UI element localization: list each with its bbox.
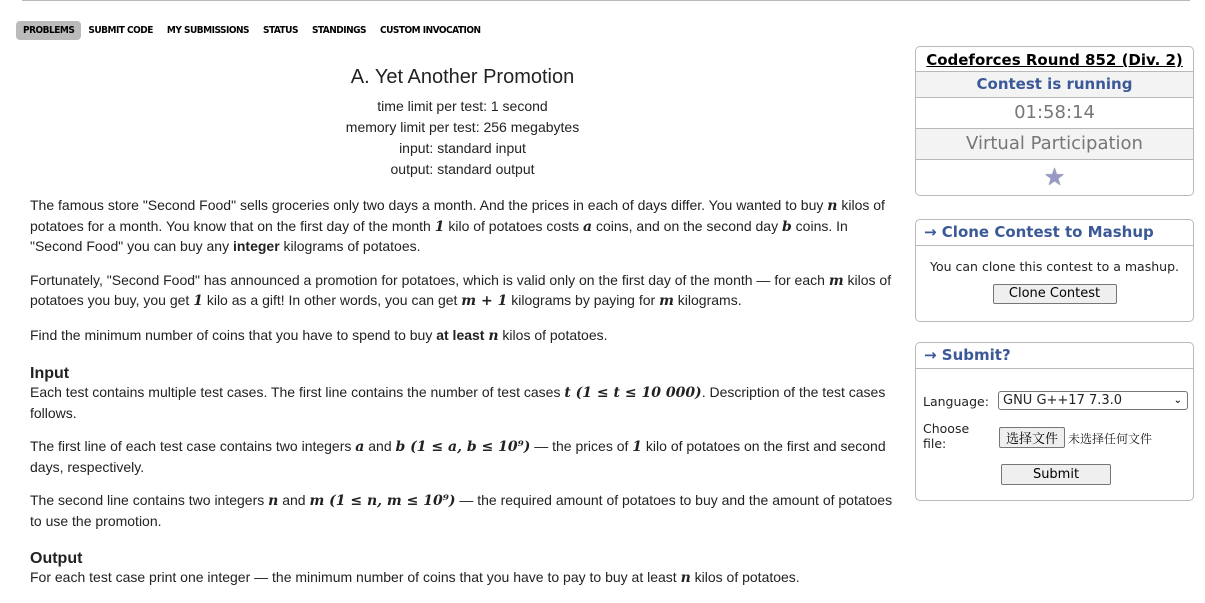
- clone-contest-box: [915, 219, 1194, 322]
- text: For each test case print one integer — the minimum number of coins that you have to pay to buy at least: [30, 569, 681, 585]
- math-expression: a: [582, 218, 593, 235]
- paragraph: [30, 271, 895, 312]
- bold-text: integer: [232, 238, 280, 254]
- participation-type: Virtual Participation: [916, 129, 1193, 160]
- text: kilo of potatoes on the first and second days, respectively.: [30, 438, 886, 475]
- problem-statement: [30, 62, 895, 603]
- submit-title: → Submit?: [916, 343, 1193, 369]
- problem-header: [30, 62, 895, 180]
- choose-file-button[interactable]: 选择文件: [999, 427, 1065, 448]
- paragraph: [30, 491, 895, 531]
- math-expression: b: [781, 218, 792, 235]
- math-expression: m: [828, 272, 844, 289]
- paragraph: [30, 383, 895, 423]
- text: The famous store "Second Food" sells groceries only two days a month. And the prices in each of days differ. You wanted to buy: [30, 197, 828, 213]
- favourite-star-icon[interactable]: ★: [1043, 163, 1066, 191]
- text: kilograms by paying for: [507, 292, 660, 308]
- contest-status: Contest is running: [916, 72, 1193, 98]
- text: and: [278, 492, 310, 508]
- menu-problems[interactable]: PROBLEMS: [16, 21, 81, 40]
- time-limit: time limit per test: 1 second: [377, 98, 548, 114]
- clone-contest-button[interactable]: Clone Contest: [993, 284, 1117, 304]
- file-label: Choose file:: [923, 421, 970, 451]
- paragraph: [30, 568, 895, 589]
- menu-status[interactable]: STATUS: [262, 25, 298, 36]
- math-expression: 1: [434, 218, 445, 235]
- text: . Description of the test cases follows.: [30, 384, 886, 421]
- text: coins, and on the second day: [592, 217, 782, 234]
- math-expression: 1: [632, 439, 643, 455]
- top-divider: [22, 0, 1190, 1]
- math-expression: m (1 ≤ n, m ≤ 10⁹): [309, 493, 456, 509]
- paragraph: [30, 326, 895, 347]
- input-spec: [30, 383, 895, 531]
- text: The first line of each test case contains two integers: [30, 438, 356, 454]
- clone-contest-text: You can clone this contest to a mashup.: [930, 259, 1179, 274]
- input-title: Input: [30, 365, 70, 382]
- output-file: output: standard output: [390, 161, 535, 177]
- submit-button[interactable]: Submit: [1001, 464, 1111, 485]
- text: kilos of potatoes.: [690, 569, 800, 585]
- text: and: [364, 438, 396, 454]
- text: Each test contains multiple test cases. The first line contains the number of test cases: [30, 384, 565, 400]
- text: Find the minimum number of coins that you have to spend to buy: [30, 326, 437, 343]
- menu-submit-code[interactable]: SUBMIT CODE: [88, 25, 153, 36]
- menu-standings[interactable]: STANDINGS: [311, 25, 366, 36]
- clone-contest-title: → Clone Contest to Mashup: [916, 220, 1193, 246]
- language-label: Language:: [923, 394, 989, 409]
- text: — the prices of: [530, 438, 633, 454]
- problem-title: A. Yet Another Promotion: [350, 66, 575, 88]
- contest-timer: 01:58:14: [916, 98, 1193, 129]
- math-expression: a: [355, 439, 365, 455]
- text: The second line contains two integers: [30, 492, 269, 508]
- memory-limit: memory limit per test: 256 megabytes: [345, 119, 580, 135]
- text: kilo as a gift! In other words, you can get: [202, 292, 462, 308]
- math-expression: m + 1: [461, 293, 508, 309]
- bold-text: at least: [436, 326, 485, 343]
- output-title: Output: [30, 550, 83, 567]
- text: kilos of potatoes you buy, you get: [30, 271, 892, 308]
- math-expression: t (1 ≤ t ≤ 10 000): [564, 385, 702, 401]
- math-expression: n: [827, 198, 838, 214]
- problem-legend: [30, 196, 895, 346]
- text: kilos of potatoes.: [498, 326, 608, 343]
- text: coins. In "Second Food" you can buy any: [30, 217, 848, 254]
- text: — the required amount of potatoes to buy and the amount of potatoes to use the promotion.: [30, 492, 893, 529]
- menu-my-submissions[interactable]: MY SUBMISSIONS: [166, 25, 249, 36]
- text: kilograms.: [673, 292, 742, 308]
- input-file: input: standard input: [399, 140, 526, 156]
- text: Fortunately, "Second Food" has announced a promotion for potatoes, which is valid only on the first day of the month — for each: [30, 271, 829, 288]
- output-spec: [30, 568, 895, 589]
- chevron-down-icon: ⌄: [1173, 395, 1182, 406]
- language-select[interactable]: [998, 391, 1188, 410]
- contest-name-link[interactable]: Codeforces Round 852 (Div. 2): [926, 51, 1183, 69]
- paragraph: [30, 196, 895, 257]
- text: kilograms of potatoes.: [279, 238, 421, 254]
- math-expression: n: [488, 327, 499, 344]
- text: kilo of potatoes costs: [444, 217, 583, 234]
- math-expression: n: [268, 493, 279, 509]
- language-value: GNU G++17 7.3.0: [1003, 393, 1123, 408]
- text: kilos of potatoes for a month. You know that on the first day of the month: [30, 197, 885, 234]
- contest-info-box: [915, 46, 1194, 196]
- math-expression: n: [680, 570, 691, 586]
- math-expression: m: [659, 293, 674, 309]
- math-expression: 1: [193, 293, 203, 309]
- problem-menu: [16, 21, 488, 40]
- menu-custom-invocation[interactable]: CUSTOM INVOCATION: [379, 25, 481, 36]
- submit-box: [915, 342, 1194, 501]
- file-status: 未选择任何文件: [1068, 432, 1153, 446]
- paragraph: [30, 437, 895, 477]
- math-expression: b (1 ≤ a, b ≤ 10⁹): [395, 439, 531, 455]
